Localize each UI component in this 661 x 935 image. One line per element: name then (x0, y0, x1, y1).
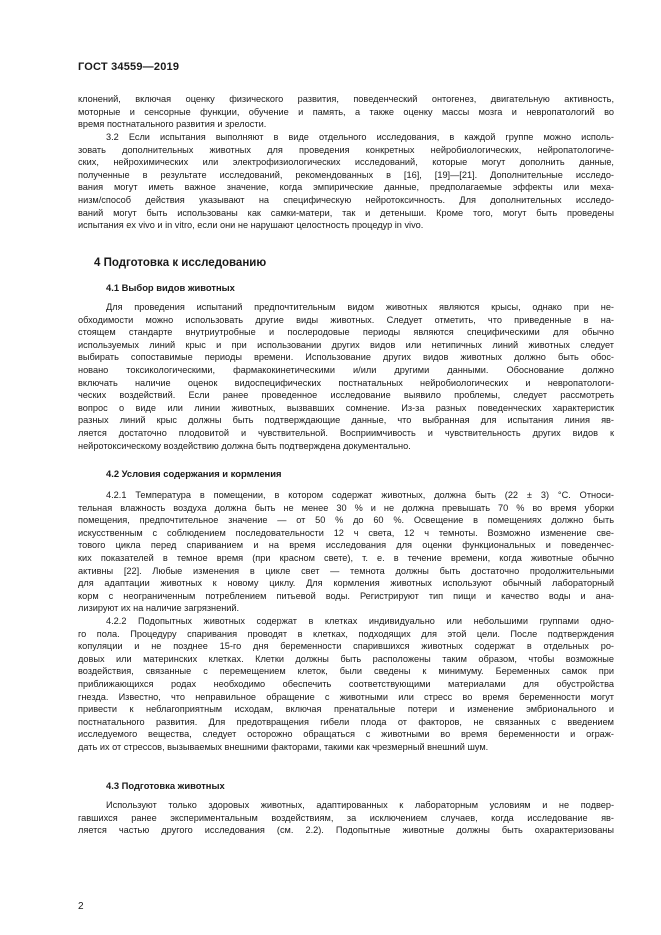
text-line: корм с неограниченным потреблением питьевой воды. Регистрируют тип пищи и качество воды и ана- (78, 590, 614, 601)
text-line: включать наличие оценок видоспецифических постнатальных нейробиологических и невропатологи- (78, 377, 614, 388)
text-line: клонений, включая оценку физического развития, поведенческий онтогенез, двигательную активность, (78, 94, 614, 104)
text-line: разных линий крыс должны быть подтверждающие данные, что выбранная для испытания линия яв- (78, 415, 614, 426)
text-line: используемых линий крыс и при использовании других видов или нетипичных линий животных следует (78, 339, 614, 350)
subsection-4-1-heading: 4.1 Выбор видов животных (106, 282, 235, 293)
paragraph-4-1 (78, 301, 614, 452)
text-line: помещения, предпочтительное значение — от 50 % до 60 %. Освещение в помещениях должно быть (78, 515, 614, 526)
text-line: низм/способ действия указывают на специфическую нейротоксичность. Для дополнительных исследо- (78, 194, 614, 205)
text-line: стоящем стандарте внутриутробные и послеродовые периоды являются специфическими для обычно (78, 327, 614, 338)
text-line: копуляции и не позднее 15-го дня беременности спарившихся животных содержат в отдельных ро- (78, 641, 614, 652)
text-line: активны [22]. Любые изменения в цикле свет — темнота должны быть достаточно продолжительными (78, 565, 614, 576)
text-line: искусственным с соблюдением последовательности 12 ч света, 12 ч темноты. Возможно изменение све- (78, 527, 614, 538)
text-line: гнезда. Известно, что неправильное обращение с животными или стресс во время беременности могут (78, 691, 614, 702)
section-4-heading: 4 Подготовка к исследованию (94, 257, 267, 269)
text-line: воздействия, связанные с перемещением клеток, были сведены к минимуму. Беременных самок при (78, 666, 614, 677)
paragraph-3-2 (78, 131, 614, 232)
document-id: ГОСТ 34559—2019 (78, 61, 180, 73)
text-line: приближающихся родах необходимо обеспечить соответствующими материалами для обустройства (78, 678, 614, 689)
text-line: 4.2.2 Подопытных животных содержат в клетках индивидуально или небольшими группами одно- (106, 616, 614, 626)
paragraph-4-2-2 (78, 615, 614, 754)
text-line: нейротоксическому воздействию должна быть подтверждена документально. (78, 440, 411, 451)
text-line: дать их от стрессов, вызываемых внешними факторами, такими как чрезмерный внешний шум. (78, 741, 489, 752)
text-line: новано токсикологическими, фармакокинетическими и/или другими данными. Обоснование должно (78, 364, 614, 375)
subsection-4-2-heading: 4.2 Условия содержания и кормления (106, 468, 282, 479)
text-line: обходимости можно использовать другие виды животных. Следует отметить, что приведенные в на- (78, 314, 614, 325)
text-line: ляется частью другого исследования (см. 2.2). Подопытные животные должны быть охарактеризованы (78, 825, 614, 836)
text-line: исследуемого вещества, следует осторожно обращаться с животными во время беременности и ограж- (78, 729, 614, 740)
text-line: постнатального развития. Для предотвращения гибели плода от факторов, не связанных с введением (78, 716, 614, 727)
page-number: 2 (78, 901, 84, 912)
text-line: вопрос о виде или линии животных, вызвавших сомнение. Из-за разных поведенческих характеристик (78, 402, 614, 413)
text-line: привести к неблагоприятным исходам, включая пренатальные потери и изменение эмбрионального и (78, 704, 614, 715)
text-line: время постнатального развития и зрелости. (78, 119, 267, 130)
paragraph-4-3 (78, 799, 614, 837)
text-line: полученные в результате исследований, рекомендованных в [16], [19]—[21]. Дополнительные исследо- (78, 169, 614, 180)
text-line: для адаптации животных к новому циклу. Для кормления животных используют обычный лабораторный (78, 578, 614, 589)
paragraph-continuation (78, 93, 614, 131)
text-line: вания могут иметь важное значение, когда эмпирические данные, предполагаемые эффекты или меха- (78, 182, 614, 193)
text-line: ческих воздействий. Если ранее проведенное исследование выявило проблемы, следует рассмотреть (78, 390, 614, 401)
text-line: ких показателей в темное время (при красном свете), т. е. в течение времени, когда животные обычно (78, 552, 614, 563)
text-line: моторные и сенсорные функции, обучение и память, а также оценку массы мозга и невропатологий во (78, 106, 614, 117)
text-line: ских, нейрохимических или электрофизиологических исследований, которые могут дополнить данные, (78, 157, 614, 168)
text-line: довых или материнских клетках. Клетки должны быть расположены таким образом, чтобы возможные (78, 653, 614, 664)
text-line: испытания ex vivo и in vitro, если они не нарушают целостность процедур in vivo. (78, 220, 424, 231)
text-line: 4.2.1 Температура в помещении, в котором содержат животных, должна быть (22 ± 3) °С. Относи- (106, 490, 614, 500)
text-line: гавшихся ранее экспериментальным воздействиям, за исключением случаев, когда исследование яв- (78, 812, 614, 823)
text-line: 3.2 Если испытания выполняют в виде отдельного исследования, в каждой группе можно исполь- (106, 132, 614, 142)
text-line: зовать дополнительных животных для проведения конкретных нейробиологических, нейропатологиче- (78, 144, 614, 155)
text-line: Для проведения испытаний предпочтительным видом животных являются крысы, однако при не- (106, 302, 614, 312)
text-line: выбирать сопоставимые периоды времени. Использование других видов животных должно быть обос- (78, 352, 614, 363)
text-line: лизируют их на наличие загрязнений. (78, 603, 240, 614)
text-line: тельная влажность воздуха должна быть не менее 30 % и не должна превышать 70 % во время уборки (78, 502, 614, 513)
subsection-4-3-heading: 4.3 Подготовка животных (106, 780, 225, 791)
text-line: тового цикла перед спариванием и на время исследования для оценки функциональных и поведенчес- (78, 540, 614, 551)
text-line: Используют только здоровых животных, адаптированных к лабораторным условиям и не подвер- (106, 800, 614, 810)
paragraph-4-2-1 (78, 489, 614, 615)
text-line: ваний могут быть использованы как самки-матери, так и детеныши. Кроме того, могут быть проведены (78, 207, 614, 218)
text-line: ляется достаточно плодовитой и чувствительной. Восприимчивость и чувствительность других видов к (78, 427, 614, 438)
text-line: го пола. Процедуру спаривания проводят в клетках, подходящих для этой цели. После подтверждения (78, 628, 614, 639)
